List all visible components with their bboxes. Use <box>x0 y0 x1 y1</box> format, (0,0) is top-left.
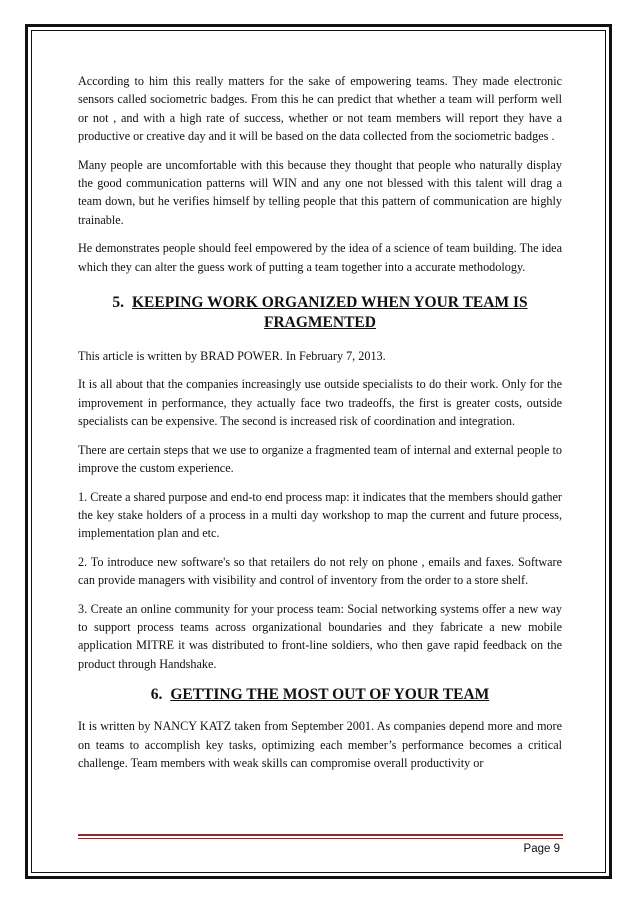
paragraph: There are certain steps that we use to organize a fragmented team of internal and external people to improve the custom experience. <box>78 442 562 476</box>
list-item: 2. To introduce new software's so that retailers do not rely on phone , emails and faxes. Software can provide managers with visibility and control of inventory from the order to a store shelf. <box>78 554 562 588</box>
list-item: 1. Create a shared purpose and end-to end process map: it indicates that the members should gather the key stake holders of a process in a multi day workshop to map the current and future process, implementation plan and etc. <box>78 489 562 541</box>
paragraph: Many people are uncomfortable with this because they thought that people who naturally display the good communication patterns will WIN and any one not blessed with this talent will drag a team down, but he verifies himself by telling people that this pattern of communication are highly trainable. <box>78 157 562 227</box>
paragraph: He demonstrates people should feel empowered by the idea of a science of team building. The idea which they can alter the guess work of putting a team together into a accurate methodology. <box>78 241 562 274</box>
section-number: 6. <box>150 686 163 704</box>
section-title: GETTING THE MOST OUT OF YOUR TEAM <box>170 686 490 704</box>
section-5-heading <box>78 293 562 333</box>
footer-rule-thin <box>78 838 563 839</box>
document-body <box>78 72 562 782</box>
footer-rule <box>78 834 563 836</box>
list-item: 3. Create an online community for your process team: Social networking systems offer a new way to support process teams across organizational boundaries and they fabricate a new mobile application MITRE it was distributed to front-line soldiers, who then gave rapid feedback on the product through Handshake. <box>78 601 562 671</box>
section-number: 5. <box>112 294 124 312</box>
section-6-heading <box>78 685 562 705</box>
paragraph: It is all about that the companies increasingly use outside specialists to do their work. Only for the improvement in performance, they actually face two tradeoffs, the first is greater costs, outside specialists can be expensive. The second is increased risk of coordination and integration. <box>78 377 562 429</box>
paragraph: This article is written by BRAD POWER. In February 7, 2013. <box>78 349 386 364</box>
paragraph: It is written by NANCY KATZ taken from September 2001. As companies depend more and more on teams to accomplish key tasks, optimizing each member’s performance becomes a critical challenge. Team members with weak skills can compromise overall productivity or <box>78 719 562 770</box>
section-title: KEEPING WORK ORGANIZED WHEN YOUR TEAM IS FRAGMENTED <box>132 294 528 332</box>
paragraph: According to him this really matters for the sake of empowering teams. They made electronic sensors called sociometric badges. From this he can predict that whether a team will perform well or not , and with a high rate of success, whether or not team members will report they have a productive or creative day and it will be based on the data collected from the sociometric badges . <box>78 74 562 144</box>
page-number: Page 9 <box>523 843 560 855</box>
